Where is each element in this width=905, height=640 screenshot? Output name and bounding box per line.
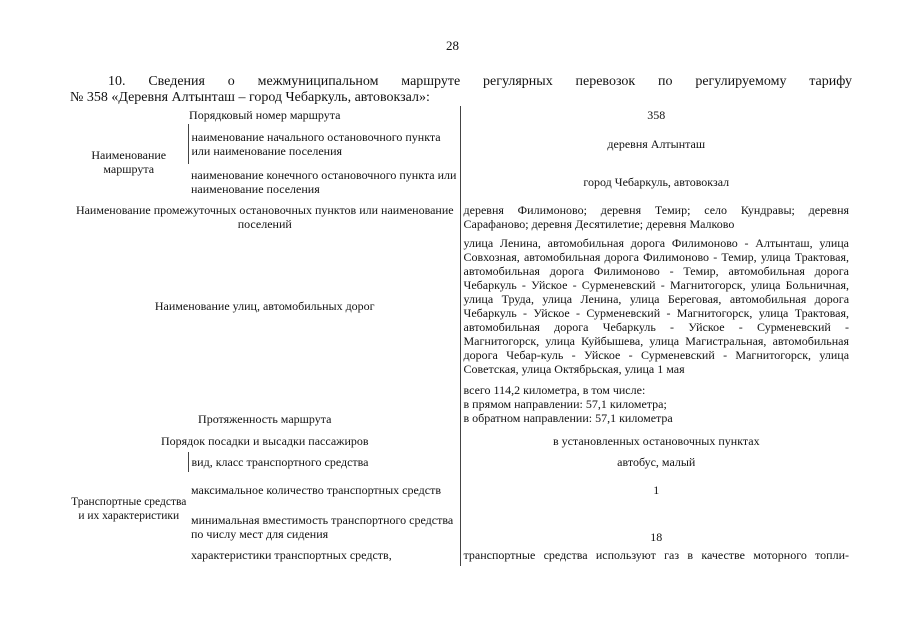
- intermediate-stops-label: Наименование промежуточных остановочных пунктов или наименование поселений: [75, 203, 454, 231]
- route-length-label: Протяженность маршрута: [198, 412, 332, 426]
- route-length-backward: в обратном направлении: 57,1 километра: [463, 411, 673, 425]
- max-vehicle-count-label: максимальное количество транспортных средств: [191, 483, 441, 497]
- streets-value: улица Ленина, автомобильная дорога Филимоново - Алтынташ, улица Совхозная, автомобильная дорога Филимоново - Темир, улица Трактовая, автомобильная дорога Филимоново - Темир, автомобильная дорога Чебаркуль - Уйское - Сурменевский - Магнитогорск, улица Больничная, улица Труда, улица Ленина, улица Береговая, автомобильная дорога Чебаркуль - Уйское - Сурменевский - Магнитогорск, улица Трактовая, автомобильная дорога Чебаркуль - Уйское - Сурменевский - Магнитогорск, улица Куйбышева, улица Магистральная, автомобильная дорога Чебар-куль - Уйское - Сурменевский - Магнитогорск, улица Советская, улица Октябрьская, улица 1 мая: [460, 234, 852, 378]
- table-row: [70, 378, 852, 430]
- vehicle-characteristics-value: транспортные средства используют газ в качестве моторного топли-: [460, 546, 852, 566]
- boarding-label: Порядок посадки и высадки пассажиров: [160, 434, 369, 448]
- table-row: [70, 234, 852, 378]
- table-row: [70, 124, 852, 164]
- boarding-value: в установленных остановочных пунктах: [460, 430, 852, 452]
- route-name-group-label: Наименование маршрута: [91, 148, 167, 176]
- route-number-label: Порядковый номер маршрута: [189, 108, 341, 122]
- intermediate-stops-value: деревня Филимоново; деревня Темир; село Кундравы; деревня Сарафаново; деревня Десятилетие; деревня Малково: [460, 200, 852, 234]
- page-number: 28: [446, 38, 459, 53]
- route-start-label: наименование начального остановочного пункта или наименование поселения: [188, 124, 460, 164]
- table-row: [70, 508, 852, 546]
- route-length-total: всего 114,2 километра, в том числе:: [463, 383, 646, 397]
- table-row: [70, 164, 852, 200]
- table-row: [70, 430, 852, 452]
- section-heading: [70, 74, 852, 106]
- table-row: [70, 546, 852, 566]
- vehicle-type-label: вид, класс транспортного средства: [188, 452, 460, 472]
- max-vehicle-count-value: 1: [460, 472, 852, 508]
- heading-line-1: 10. Сведения о межмуниципальном маршруте регулярных перевозок по регулируемому тарифу: [108, 74, 852, 89]
- vehicle-characteristics-label: характеристики транспортных средств,: [191, 548, 392, 562]
- table-row: [70, 200, 852, 234]
- heading-line-2: № 358 «Деревня Алтынташ – город Чебаркуль, автовокзал»:: [70, 90, 430, 105]
- table-row: [70, 452, 852, 472]
- streets-label: Наименование улиц, автомобильных дорог: [154, 299, 375, 313]
- table-row: [70, 472, 852, 508]
- vehicle-type-value: автобус, малый: [460, 452, 852, 472]
- route-number-value: 358: [460, 106, 852, 124]
- route-start-value: деревня Алтынташ: [460, 124, 852, 164]
- route-length-forward: в прямом направлении: 57,1 километра;: [463, 397, 667, 411]
- route-info-table: [70, 106, 852, 566]
- route-length-value: [460, 378, 852, 430]
- table-row: [70, 106, 852, 124]
- min-capacity-label: минимальная вместимость транспортного средства по числу мест для сидения: [191, 513, 454, 541]
- route-end-label: наименование конечного остановочного пункта или наименование поселения: [191, 168, 457, 196]
- vehicles-group-label: Транспортные средства и их характеристики: [71, 496, 187, 522]
- route-end-value: город Чебаркуль, автовокзал: [460, 164, 852, 200]
- min-capacity-value: 18: [460, 508, 852, 546]
